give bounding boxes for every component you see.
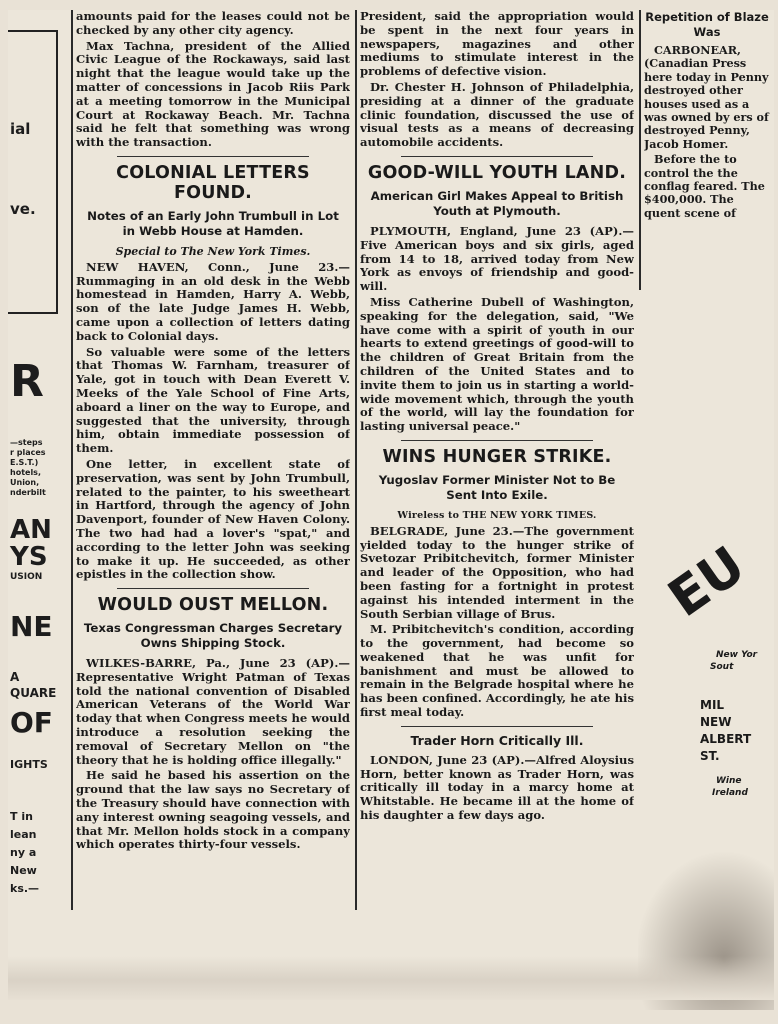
column-middle: [360, 10, 634, 930]
separator: [117, 156, 309, 157]
ad-line: Wine: [716, 776, 742, 786]
ad-fragment: hotels,: [10, 468, 41, 477]
paragraph: NEW HAVEN, Conn., June 23.—Rummaging in an old desk in the Webb homestead in Hamden, Harry A. Webb, son of the late Judge James H. Webb, came upon a collection of letters dating back to Colonial days.: [76, 259, 350, 343]
ad-line: NEW: [700, 715, 732, 729]
paragraph: M. Pribitchevitch's condition, according to the government, had become so weakened that he was unfit for banishment and must be allowed to remain in the Belgrade hospital where he has been confined. Accordingly, he ate his first meal today.: [360, 622, 634, 720]
paragraph: Before the to control the the conflag feared. The $400,000. The quent scene of: [644, 152, 765, 220]
newspaper-clipping: [8, 10, 774, 1000]
ad-fragment: ny a: [10, 846, 37, 859]
paragraph: One letter, in excellent state of preservation, was sent by John Trumbull, related to the painter, to his sweetheart in Hartford, through the agency of John Davenport, founder of New Haven Colony. The two had had a lover's "spat," and according to the letter John was seeking to make it up. He succeeded, as other epistles in the collection show.: [76, 456, 350, 582]
ad-fragment: nderbilt: [10, 488, 46, 497]
ad-fragment: ial: [10, 120, 31, 138]
ad-fragment: lean: [10, 828, 37, 841]
ad-fragment: —steps: [10, 438, 43, 447]
ad-fragment: r places: [10, 448, 46, 457]
ad-fragment: OF: [10, 706, 53, 739]
ad-fragment: YS: [10, 542, 48, 572]
separator: [117, 588, 309, 589]
column-rule: [355, 10, 357, 910]
ad-big-letters: EU: [658, 535, 757, 630]
headline-fragment: Repetition of Blaze Was: [645, 10, 769, 39]
headline-wins-hunger-strike: WINS HUNGER STRIKE.: [382, 446, 612, 467]
headline-good-will-youth-land: GOOD-WILL YOUTH LAND.: [367, 162, 627, 183]
ad-fragment: Union,: [10, 478, 40, 487]
ad-fragment: A: [10, 670, 20, 684]
column-rule: [639, 10, 641, 290]
headline-trader-horn: Trader Horn Critically Ill.: [410, 732, 584, 748]
paragraph: Max Tachna, president of the Allied Civic League of the Rockaways, said last night that the league would take up the matter of concessions in Jacob Riis Park at a meeting tomorrow in the Municipal Court at Rockaway Beach. Mr. Tachna said he felt that something was wrong with the transaction.: [76, 38, 350, 150]
subhead: Yugoslav Former Minister Not to Be Sent Into Exile.: [378, 472, 616, 502]
ad-line: ALBERT: [700, 732, 752, 746]
column-rule: [71, 10, 73, 910]
dateline-credit: Special to The New York Times.: [115, 244, 311, 258]
ad-fragment: T in: [10, 810, 33, 823]
left-ad-strip: [8, 10, 68, 910]
paragraph: Dr. Chester H. Johnson of Philadelphia, presiding at a dinner of the graduate clinic foundation, discussed the use of visual tests as a means of decreasing automobile accidents.: [360, 79, 634, 150]
paragraph: BELGRADE, June 23.—The government yielded today to the hunger strike of Svetozar Pribitchevitch, former Minister and leader of the Opposition, who had been fasting for a fortnight in protest against his intended interment in the South Serbian village of Brus.: [360, 523, 634, 621]
paper-edge: [8, 956, 774, 1000]
column-left: [76, 10, 350, 930]
ad-fragment: IGHTS: [10, 758, 48, 771]
headline-would-oust-mellon: WOULD OUST MELLON.: [97, 595, 329, 616]
ad-line: New Yor: [716, 650, 758, 660]
ad-line: Ireland: [712, 788, 748, 798]
separator: [401, 726, 593, 727]
ad-fragment: USION: [10, 572, 43, 582]
ad-fragment: R: [10, 356, 44, 407]
column-right-fragment: [644, 10, 770, 285]
ad-line: MIL: [700, 698, 725, 712]
ad-line: ST.: [700, 749, 720, 763]
paragraph: WILKES-BARRE, Pa., June 23 (AP).—Representative Wright Patman of Texas told the national convention of Disabled American Veterans of the World War today that when Congress meets he would introduce a resolution seeking the removal of Secretary Mellon on "the theory that he is holding office illegally.": [76, 656, 350, 767]
separator: [401, 440, 593, 441]
paragraph: CARBONEAR, (Canadian Press here today in Penny destroyed other houses used as a was owned by ers of destroyed Penny, Jacob Homer.: [644, 43, 769, 151]
paragraph: LONDON, June 23 (AP).—Alfred Aloysius Horn, better known as Trader Horn, was critically ill today in a marcy home at Whitstable. He became ill at the home of his daughter a few days ago.: [360, 752, 634, 823]
ad-fragment: ve.: [10, 200, 36, 218]
right-ad-fragment: [638, 290, 774, 1010]
ad-fragment: AN: [10, 515, 52, 545]
ad-fragment: QUARE: [10, 686, 57, 700]
ad-fragment: E.S.T.): [10, 458, 39, 467]
paragraph: PLYMOUTH, England, June 23 (AP).—Five American boys and six girls, aged from 14 to 18, arrived today from New York as envoys of friendship and good-will.: [360, 223, 634, 294]
ad-frame: [8, 30, 58, 314]
ad-fragment: New: [10, 864, 37, 877]
separator: [401, 156, 593, 157]
dateline-credit: Wireless to THE NEW YORK TIMES.: [397, 509, 597, 521]
subhead: Notes of an Early John Trumbull in Lot in Webb House at Hamden.: [87, 208, 339, 238]
paragraph: President, said the appropriation would be spent in the next four years in newspapers, magazines and other mediums to stimulate interest in the problems of defective vision.: [360, 10, 634, 79]
headline-colonial-letters: COLONIAL LETTERS FOUND.: [116, 162, 310, 203]
paragraph: So valuable were some of the letters that Thomas W. Farnham, treasurer of Yale, got in touch with Dean Everett V. Meeks of the Yale School of Fine Arts, aboard a liner on the way to Europe, and suggested that the university, through him, obtain immediate possession of them.: [76, 344, 350, 456]
subhead: Texas Congressman Charges Secretary Owns Shipping Stock.: [83, 621, 343, 651]
subhead: American Girl Makes Appeal to British Youth at Plymouth.: [370, 188, 624, 218]
paragraph: Miss Catherine Dubell of Washington, speaking for the delegation, said, "We have come with a spirit of youth in our hearts to extend greetings of good-will to the children of Great Britain from the children of the United States and to invite them to join us in starting a world-wide movement which, through the youth of the world, will lay the foundation for lasting universal peace.": [360, 294, 634, 434]
paragraph: amounts paid for the leases could not be checked by any other city agency.: [76, 10, 350, 37]
ad-fragment: ks.—: [10, 882, 40, 895]
ad-line: Sout: [710, 662, 734, 672]
ad-fragment: NE: [10, 610, 53, 643]
paragraph: He said he based his assertion on the ground that the law says no Secretary of the Treasury should have connection with any interest owning seagoing vessels, and that Mr. Mellon holds stock in a company which operates thirty-four vessels.: [76, 768, 350, 852]
